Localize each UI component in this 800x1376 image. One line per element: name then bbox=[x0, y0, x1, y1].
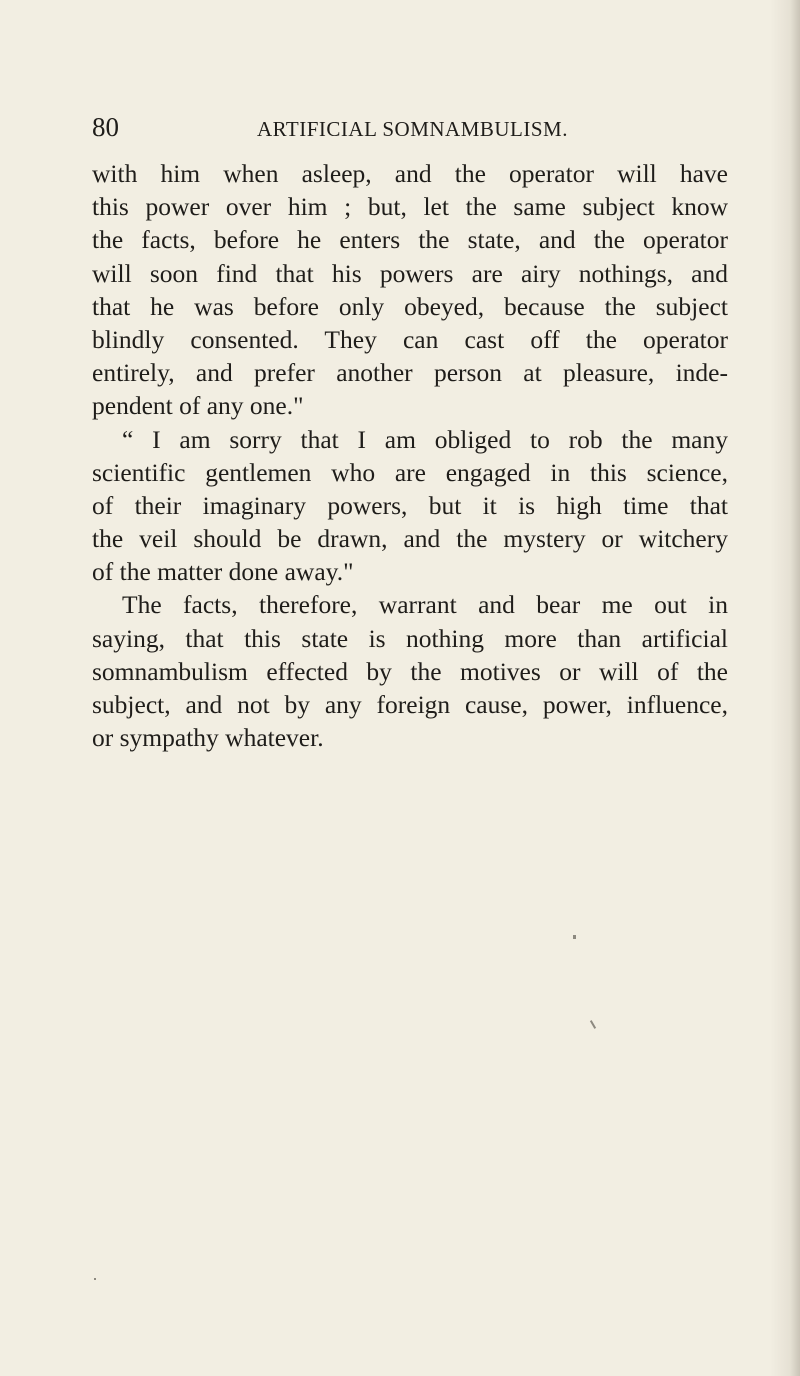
text-line: that he was before only obeyed, because the subject bbox=[92, 291, 728, 321]
text-line: will soon find that his powers are airy nothings, and bbox=[92, 258, 728, 288]
text-line: blindly consented. They can cast off the operator bbox=[92, 324, 728, 354]
text-line: the veil should be drawn, and the mystery or witchery bbox=[92, 524, 728, 554]
text-line: the facts, before he enters the state, and the operator bbox=[92, 225, 728, 255]
text-line: this power over him ; but, let the same subject know bbox=[92, 192, 728, 222]
text-line: entirely, and prefer another person at pleasure, inde- bbox=[92, 358, 728, 388]
body-text bbox=[92, 157, 728, 754]
page-number: 80 bbox=[92, 112, 119, 142]
paper-speck bbox=[94, 1278, 96, 1280]
text-line: pendent of any one." bbox=[92, 391, 304, 421]
paper-speck bbox=[590, 1020, 596, 1029]
text-line: of the matter done away." bbox=[92, 557, 354, 587]
text-line: saying, that this state is nothing more than artificial bbox=[92, 623, 728, 653]
page-header bbox=[92, 112, 732, 142]
text-line: or sympathy whatever. bbox=[92, 723, 324, 753]
text-line: with him when asleep, and the operator will have bbox=[92, 159, 728, 188]
text-line: somnambulism effected by the motives or will of the bbox=[92, 656, 728, 686]
text-line: “ I am sorry that I am obliged to rob the many bbox=[122, 424, 728, 454]
paper-speck bbox=[573, 935, 576, 939]
text-line: subject, and not by any foreign cause, power, influence, bbox=[92, 690, 728, 719]
text-line: scientific gentlemen who are engaged in this science, bbox=[92, 457, 728, 487]
text-line: The facts, therefore, warrant and bear me out in bbox=[122, 590, 728, 620]
running-head: ARTIFICIAL SOMNAMBULISM. bbox=[257, 117, 568, 141]
text-line: of their imaginary powers, but it is high time that bbox=[92, 490, 728, 520]
